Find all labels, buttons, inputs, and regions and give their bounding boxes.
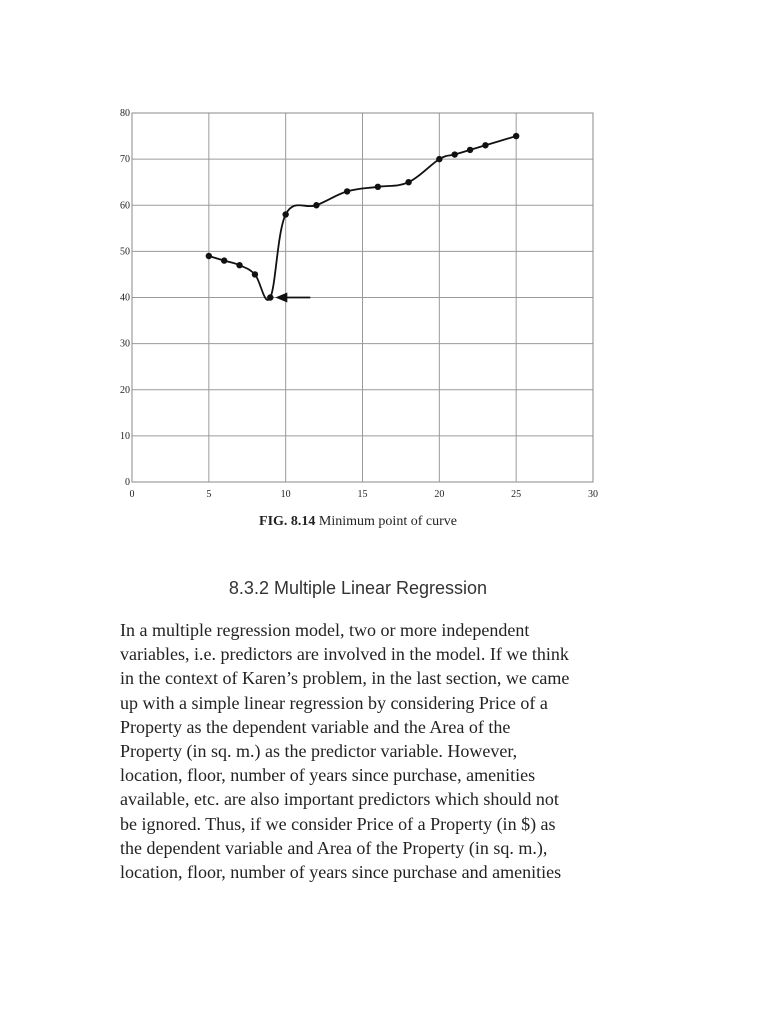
x-tick-label: 25 bbox=[511, 489, 522, 500]
data-point bbox=[313, 202, 319, 208]
y-tick-label: 80 bbox=[120, 108, 130, 119]
body-line: Property as the dependent variable and the Area of the bbox=[120, 716, 511, 737]
data-point bbox=[206, 253, 212, 259]
figure-caption-text: Minimum point of curve bbox=[318, 514, 457, 529]
data-point bbox=[405, 179, 411, 185]
data-point bbox=[467, 147, 473, 153]
annotation-arrow-head bbox=[275, 293, 287, 303]
data-point bbox=[221, 257, 227, 263]
y-tick-label: 60 bbox=[120, 200, 130, 212]
y-tick-label: 10 bbox=[120, 430, 130, 442]
x-tick-label: 20 bbox=[434, 489, 445, 500]
data-point bbox=[375, 184, 381, 190]
y-tick-label: 70 bbox=[120, 154, 130, 166]
chart-annotations bbox=[275, 293, 310, 303]
y-tick-label: 0 bbox=[125, 477, 130, 488]
data-point bbox=[482, 142, 488, 148]
data-point bbox=[513, 133, 519, 139]
data-point bbox=[344, 188, 350, 194]
body-line: location, floor, number of years since purchase, amenities bbox=[120, 765, 536, 786]
y-tick-label: 30 bbox=[120, 338, 130, 350]
body-line: the dependent variable and Area of the Property (in sq. m.), bbox=[120, 837, 548, 858]
data-point bbox=[236, 262, 242, 268]
figure-caption-label: FIG. 8.14 bbox=[259, 514, 316, 529]
body-line: variables, i.e. predictors are involved in the model. If we think bbox=[120, 644, 569, 665]
y-tick-label: 50 bbox=[120, 246, 130, 258]
line-chart bbox=[0, 0, 768, 510]
body-line: up with a simple linear regression by considering Price of a bbox=[120, 692, 548, 713]
y-tick-label: 40 bbox=[120, 292, 130, 304]
body-line: available, etc. are also important predictors which should not bbox=[120, 789, 559, 810]
body-line: Property (in sq. m.) as the predictor variable. However, bbox=[120, 741, 518, 762]
x-tick-label: 0 bbox=[129, 489, 135, 500]
figure-caption bbox=[0, 514, 716, 530]
data-point bbox=[452, 151, 458, 157]
x-tick-label: 10 bbox=[280, 489, 291, 500]
y-tick-label: 20 bbox=[120, 384, 130, 396]
body-paragraph bbox=[120, 618, 600, 884]
body-line: In a multiple regression model, two or more independent bbox=[120, 620, 530, 640]
x-tick-label: 15 bbox=[357, 489, 368, 500]
chart-grid bbox=[132, 113, 593, 482]
chart-tick-labels bbox=[120, 108, 598, 500]
body-line: location, floor, number of years since purchase and amenities bbox=[120, 862, 562, 883]
body-line: be ignored. Thus, if we consider Price of a Property (in $) as bbox=[120, 813, 556, 834]
data-point bbox=[282, 211, 288, 217]
x-tick-label: 5 bbox=[206, 489, 212, 500]
data-point bbox=[436, 156, 442, 162]
data-point bbox=[252, 271, 258, 277]
body-line: in the context of Karen’s problem, in the last section, we came bbox=[120, 668, 570, 689]
x-tick-label: 30 bbox=[588, 489, 598, 500]
section-heading: 8.3.2 Multiple Linear Regression bbox=[228, 578, 488, 598]
data-point bbox=[267, 294, 273, 300]
